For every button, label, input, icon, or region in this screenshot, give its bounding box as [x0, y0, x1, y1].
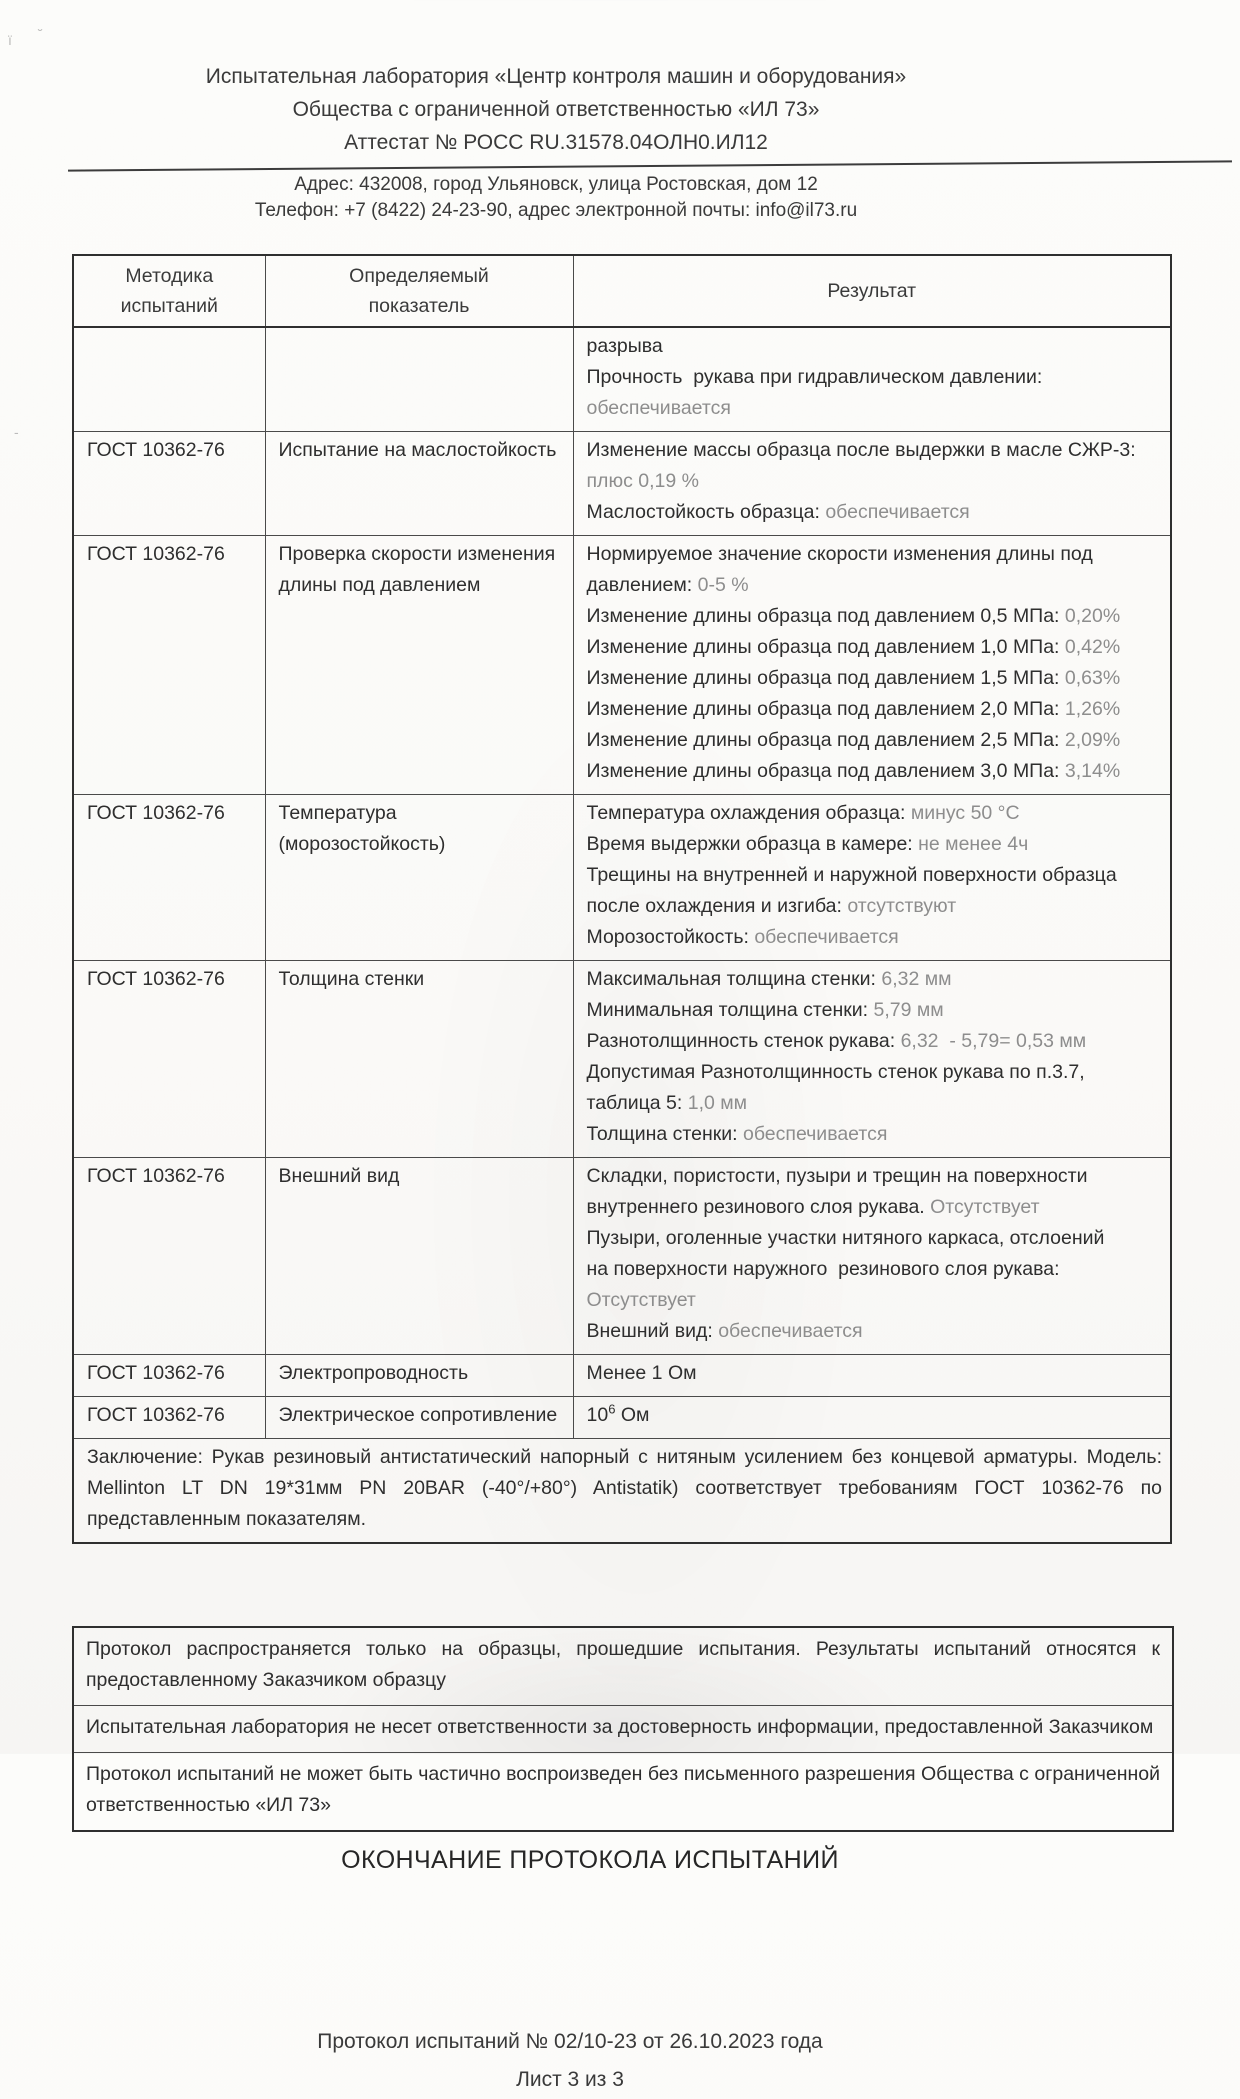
result-line: Нормируемое значение скорости изменения длины под: [586, 543, 1093, 565]
result-line: разрыва: [586, 335, 663, 357]
result-line: плюс 0,19 %: [586, 470, 699, 492]
column-header-2: Результат: [573, 255, 1171, 327]
indicator-cell: [265, 327, 573, 432]
result-line: Максимальная толщина стенки: 6,32 мм: [586, 968, 952, 990]
protocol-note-1: Протокол распространяется только на образцы, прошедшие испытания. Результаты испытаний относятся к предоставленному Заказчиком образцу: [74, 1628, 1172, 1706]
protocol-note-2: Испытательная лаборатория не несет ответственности за достоверность информации, предоставленной Заказчиком: [74, 1706, 1172, 1753]
indicator-cell: Толщина стенки: [265, 961, 573, 1158]
result-line: Изменение массы образца после выдержки в масле СЖР-3:: [586, 439, 1136, 461]
result-line: Изменение длины образца под давлением 0,5 МПа: 0,20%: [586, 605, 1121, 627]
protocol-number-line: Протокол испытаний № 02/10-23 от 26.10.2023 года: [317, 2030, 823, 2053]
table-row: [73, 536, 1171, 795]
result-line: $10^6$ Ом: [586, 1401, 650, 1426]
result-line: Маслостойкость образца: обеспечивается: [586, 501, 970, 523]
conclusion-text: Заключение: Рукав резиновый антистатический напорный с нитяным усилением без концевой арматуры. Модель: Mellinton LT DN 19*31мм PN 20BAR (-40°/+80°) Antistatik) соответствует требованиям ГОСТ 10362-76 по представленным показателям.: [73, 1439, 1171, 1544]
result-line: Время выдержки образца в камере: не менее 4ч: [586, 833, 1029, 855]
result-line: Пузыри, оголенные участки нитяного каркаса, отслоений: [586, 1227, 1105, 1249]
column-header-0: Методика испытаний: [73, 255, 265, 327]
method-cell: ГОСТ 10362-76: [73, 961, 265, 1158]
result-cell: [573, 961, 1171, 1158]
method-cell: ГОСТ 10362-76: [73, 795, 265, 961]
result-cell: [573, 1158, 1171, 1355]
document-header: [46, 0, 1066, 159]
table-row: [73, 1158, 1171, 1355]
table-header: [73, 255, 1171, 327]
result-line: после охлаждения и изгиба: отсутствуют: [586, 895, 957, 917]
address-line: Адрес: 432008, город Ульяновск, улица Ростовская, дом 12: [294, 174, 818, 195]
result-line: Изменение длины образца под давлением 1,5 МПа: 0,63%: [586, 667, 1121, 689]
lab-name-line: Испытательная лаборатория «Центр контроля машин и оборудования»: [205, 65, 907, 88]
method-cell: ГОСТ 10362-76: [73, 1158, 265, 1355]
indicator-cell: Проверка скорости изменения длины под давлением: [265, 536, 573, 795]
protocol-ending-title: ОКОНЧАНИЕ ПРОТОКОЛА ИСПЫТАНИЙ: [341, 1846, 839, 1874]
result-line: таблица 5: 1,0 мм: [586, 1092, 748, 1114]
result-cell: [573, 1355, 1171, 1397]
indicator-cell: Электропроводность: [265, 1355, 573, 1397]
result-cell: [573, 327, 1171, 432]
scan-artifact-mark: -: [14, 424, 19, 440]
method-cell: ГОСТ 10362-76: [73, 1397, 265, 1439]
header-divider: [68, 160, 1232, 171]
result-line: Изменение длины образца под давлением 2,5 МПа: 2,09%: [586, 729, 1121, 751]
result-line: Допустимая Разнотолщинность стенок рукава по п.3.7,: [586, 1061, 1085, 1083]
result-line: Разнотолщинность стенок рукава: 6,32 - 5,79= 0,53 мм: [586, 1030, 1087, 1052]
phone-line: Телефон: +7 (8422) 24-23-90, адрес электронной почты: info@il73.ru: [254, 200, 858, 221]
scan-artifact-mark: ˘: [38, 26, 43, 42]
result-line: Толщина стенки: обеспечивается: [586, 1123, 888, 1145]
result-line: давлением: 0-5 %: [586, 574, 749, 596]
table-header-row: [73, 255, 1171, 327]
attestation-number-line: Аттестат № РОСС RU.31578.04ОЛН0.ИЛ12: [344, 131, 768, 154]
test-results-table: [72, 254, 1172, 1544]
result-line: Прочность рукава при гидравлическом давлении:: [586, 366, 1043, 388]
table-row: [73, 961, 1171, 1158]
method-cell: [73, 327, 265, 432]
result-line: Морозостойкость: обеспечивается: [586, 926, 899, 948]
result-line: Менее 1 Ом: [586, 1362, 697, 1384]
company-name-line: Общества с ограниченной ответственностью «ИЛ 73»: [292, 98, 820, 121]
document-contacts: [46, 172, 1066, 224]
result-line: Температура охлаждения образца: минус 50 °С: [586, 802, 1020, 824]
result-cell: [573, 536, 1171, 795]
result-cell: [573, 795, 1171, 961]
result-line: обеспечивается: [586, 397, 731, 419]
indicator-cell: Температура (морозостойкость): [265, 795, 573, 961]
conclusion-row: [73, 1439, 1171, 1544]
table-row: [73, 1355, 1171, 1397]
result-line: Изменение длины образца под давлением 1,0 МПа: 0,42%: [586, 636, 1121, 658]
result-line: Трещины на внутренней и наружной поверхности образца: [586, 864, 1117, 886]
method-cell: ГОСТ 10362-76: [73, 536, 265, 795]
result-line: на поверхности наружного резинового слоя рукава:: [586, 1258, 1060, 1280]
result-line: Отсутствует: [586, 1289, 696, 1311]
indicator-cell: Испытание на маслостойкость: [265, 432, 573, 536]
column-header-1: Определяемый показатель: [265, 255, 573, 327]
result-line: Изменение длины образца под давлением 2,0 МПа: 1,26%: [586, 698, 1121, 720]
scan-artifact-mark: ï: [8, 32, 12, 48]
table-row: [73, 432, 1171, 536]
result-line: Складки, пористости, пузыри и трещин на поверхности: [586, 1165, 1088, 1187]
table-row: [73, 795, 1171, 961]
result-line: Изменение длины образца под давлением 3,0 МПа: 3,14%: [586, 760, 1121, 782]
result-cell: [573, 1397, 1171, 1439]
table-row: [73, 327, 1171, 432]
sheet-number-line: Лист 3 из 3: [516, 2068, 624, 2091]
method-cell: ГОСТ 10362-76: [73, 432, 265, 536]
table-row: [73, 1397, 1171, 1439]
indicator-cell: Внешний вид: [265, 1158, 573, 1355]
page-footer: [20, 2023, 1120, 2099]
result-line: внутреннего резинового слоя рукава. Отсутствует: [586, 1196, 1040, 1218]
protocol-notes-box: [72, 1626, 1174, 1832]
indicator-cell: Электрическое сопротивление: [265, 1397, 573, 1439]
result-line: Минимальная толщина стенки: 5,79 мм: [586, 999, 944, 1021]
result-cell: [573, 432, 1171, 536]
protocol-note-3: Протокол испытаний не может быть частично воспроизведен без письменного разрешения Общества с ограниченной ответственностью «ИЛ 73»: [86, 1763, 1160, 1816]
method-cell: ГОСТ 10362-76: [73, 1355, 265, 1397]
result-line: Внешний вид: обеспечивается: [586, 1320, 863, 1342]
